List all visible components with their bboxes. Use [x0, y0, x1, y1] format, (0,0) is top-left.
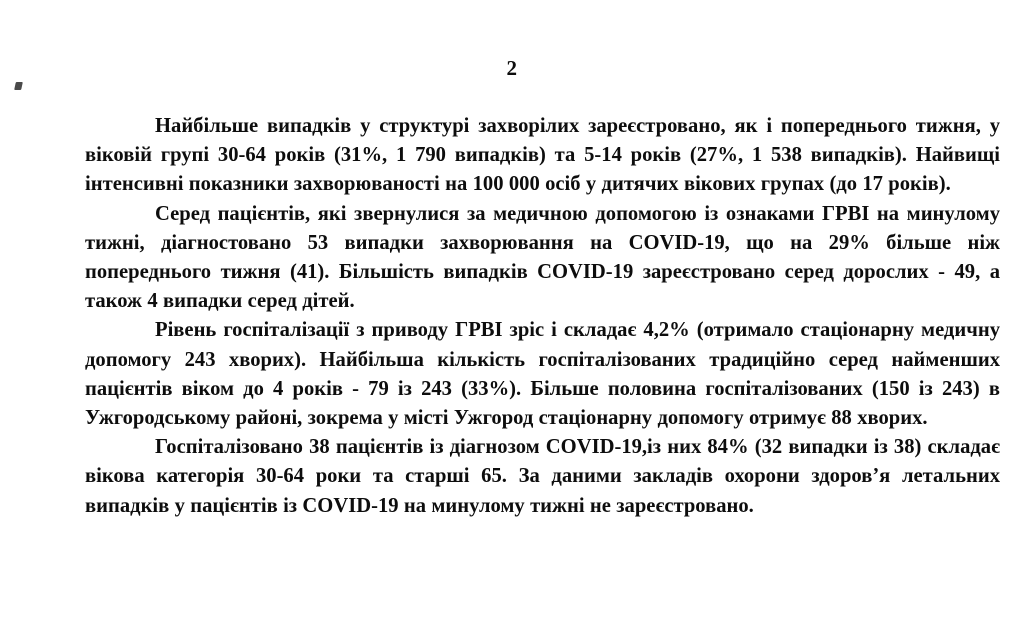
scan-artifact-speck — [14, 82, 23, 90]
page-number: 2 — [506, 56, 518, 80]
document-body — [85, 112, 1000, 521]
paragraph: Найбільше випадків у структурі захворілих зареєстровано, як і попереднього тижня, у віковій групі 30-64 років (31%, 1 790 випадків) та 5-14 років (27%, 1 538 випадків). Найвищі інтенсивні показники захворюваності на 100 000 осіб у дитячих вікових групах (до 17 років). — [85, 115, 1000, 196]
paragraph: Госпіталізовано 38 пацієнтів із діагнозом COVID-19,із них 84% (32 випадки із 38) складає вікова категорія 30-64 роки та старші 65. За даними закладів охорони здоров’я летальних випадків у пацієнтів із COVID-19 на минулому тижні не зареєстровано. — [85, 436, 1000, 517]
paragraph: Серед пацієнтів, які звернулися за медичною допомогою із ознаками ГРВІ на минулому тижні, діагностовано 53 випадки захворювання на COVID-19, що на 29% більше ніж попереднього тижня (41). Більшість випадків COVID-19 зареєстровано серед дорослих - 49, а також 4 випадки серед дітей. — [85, 202, 1000, 313]
paragraph: Рівень госпіталізації з приводу ГРВІ зріс і складає 4,2% (отримало стаціонарну медичну допомогу 243 хворих). Найбільша кількість госпіталізованих традиційно серед найменших пацієнтів віком до 4 років - 79 із 243 (33%). Більше половина госпіталізованих (150 із 243) в Ужгородському районі, зокрема у місті Ужгород стаціонарну допомогу отримує 88 хворих. — [85, 319, 1000, 430]
